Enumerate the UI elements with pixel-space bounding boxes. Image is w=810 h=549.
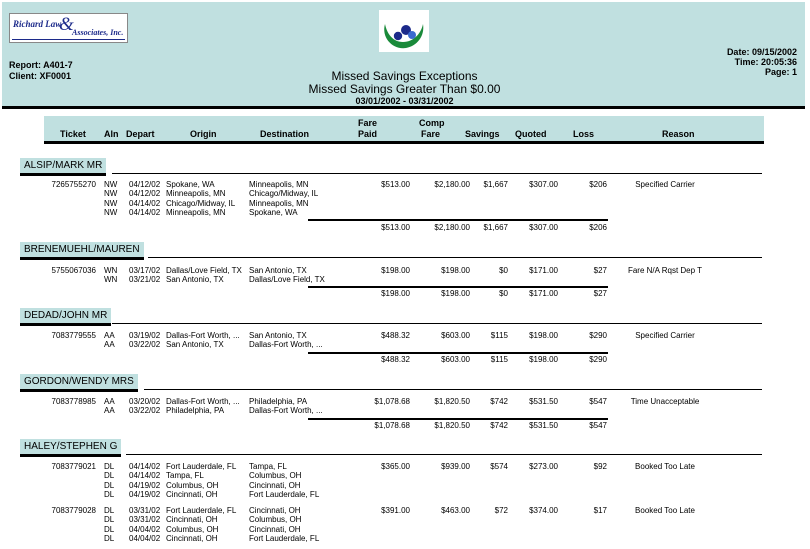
col-origin: Origin <box>190 129 217 139</box>
group-rule <box>112 173 762 174</box>
leg-airlines: WN WN <box>104 266 118 285</box>
column-header-row <box>44 116 764 144</box>
leg-destinations: Tampa, FL Columbus, OH Cincinnati, OH Fort Lauderdale, FL <box>249 462 320 499</box>
leg-destinations: Cincinnati, OH Columbus, OH Cincinnati, OH Fort Lauderdale, FL <box>249 506 320 543</box>
fare-paid: $1,078.68 <box>374 397 410 406</box>
leg-origins: Dallas-Fort Worth, ... San Antonio, TX <box>166 331 240 350</box>
leg-airlines: AA AA <box>104 397 115 416</box>
totals-rule <box>308 418 608 420</box>
leg-depart-dates: 04/12/02 04/12/02 04/14/02 04/14/02 <box>129 180 161 217</box>
total-comp-fare: $198.00 <box>441 289 470 298</box>
leg-destinations: Minneapolis, MN Chicago/Midway, IL Minneapolis, MN Spokane, WA <box>249 180 319 217</box>
col-comp-fare-line2: Fare <box>421 129 441 139</box>
ticket-number: 7083779555 <box>51 331 96 340</box>
savings: $742 <box>490 397 508 406</box>
col-quoted: Quoted <box>515 129 547 139</box>
comp-fare: $2,180.00 <box>434 180 470 189</box>
loss: $27 <box>593 266 607 275</box>
total-quoted: $531.50 <box>529 421 558 430</box>
leg-depart-dates: 03/17/02 03/21/02 <box>129 266 161 285</box>
fare-paid: $513.00 <box>381 180 410 189</box>
reason: Specified Carrier <box>635 331 695 340</box>
savings: $115 <box>490 331 508 340</box>
quoted: $171.00 <box>529 266 558 275</box>
reason: Time Unacceptable <box>630 397 700 406</box>
fare-paid: $198.00 <box>381 266 410 275</box>
loss: $547 <box>589 397 607 406</box>
total-savings: $742 <box>490 421 508 430</box>
col-loss: Loss <box>573 129 595 139</box>
traveler-name: BRENEMUEHL/MAUREN <box>20 242 144 260</box>
group-rule <box>112 323 762 324</box>
totals-rule <box>308 352 608 354</box>
company-logo <box>9 13 128 43</box>
total-fare-paid: $513.00 <box>381 223 410 232</box>
leg-depart-dates: 04/14/02 04/14/02 04/19/02 04/19/02 <box>129 462 161 499</box>
logo-underline <box>12 39 125 40</box>
report-subtitle: Missed Savings Greater Than $0.00 <box>308 82 501 96</box>
total-savings: $1,667 <box>483 223 508 232</box>
total-quoted: $198.00 <box>529 355 558 364</box>
leg-destinations: San Antonio, TX Dallas/Love Field, TX <box>249 266 325 285</box>
reason: Specified Carrier <box>635 180 695 189</box>
leg-depart-dates: 03/20/02 03/22/02 <box>129 397 161 416</box>
traveler-name: HALEY/STEPHEN G <box>20 439 121 457</box>
traveler-name: GORDON/WENDY MRS <box>20 374 138 392</box>
page-label: Page: 1 <box>764 67 797 77</box>
col-fare-paid-line2: Paid <box>358 129 378 139</box>
comp-fare: $939.00 <box>441 462 470 471</box>
report-date-range: 03/01/2002 - 03/31/2002 <box>355 96 454 106</box>
leg-destinations: Philadelphia, PA Dallas-Fort Worth, ... <box>249 397 323 416</box>
report-title: Missed Savings Exceptions <box>331 69 478 83</box>
quoted: $531.50 <box>529 397 558 406</box>
quoted: $273.00 <box>529 462 558 471</box>
leg-destinations: San Antonio, TX Dallas-Fort Worth, ... <box>249 331 323 350</box>
totals-rule <box>308 219 608 221</box>
report-label: Report: A401-7 <box>9 60 73 70</box>
ticket-number: 7083779028 <box>51 506 96 515</box>
savings: $574 <box>490 462 508 471</box>
comp-fare: $603.00 <box>441 331 470 340</box>
ticket-number: 7083778985 <box>51 397 96 406</box>
leg-origins: Dallas-Fort Worth, ... Philadelphia, PA <box>166 397 240 416</box>
loss: $17 <box>593 506 607 515</box>
quoted: $374.00 <box>529 506 558 515</box>
quoted: $198.00 <box>529 331 558 340</box>
total-comp-fare: $2,180.00 <box>434 223 470 232</box>
date-label: Date: 09/15/2002 <box>726 47 797 57</box>
leg-depart-dates: 03/19/02 03/22/02 <box>129 331 161 350</box>
group-rule <box>144 389 762 390</box>
leg-origins: Fort Lauderdale, FL Cincinnati, OH Columbus, OH Cincinnati, OH <box>166 506 237 543</box>
total-fare-paid: $198.00 <box>381 289 410 298</box>
total-loss: $206 <box>589 223 607 232</box>
total-fare-paid: $488.32 <box>381 355 410 364</box>
total-savings: $115 <box>490 355 508 364</box>
savings: $0 <box>499 266 508 275</box>
fare-paid: $391.00 <box>381 506 410 515</box>
totals-rule <box>308 286 608 288</box>
leg-airlines: DL DL DL DL <box>104 506 115 543</box>
leg-origins: Fort Lauderdale, FL Tampa, FL Columbus, OH Cincinnati, OH <box>166 462 237 499</box>
leg-airlines: AA AA <box>104 331 115 350</box>
total-quoted: $307.00 <box>529 223 558 232</box>
col-ticket: Ticket <box>60 129 86 139</box>
comp-fare: $463.00 <box>441 506 470 515</box>
total-comp-fare: $1,820.50 <box>434 421 470 430</box>
traveler-name: DEDAD/JOHN MR <box>20 308 111 326</box>
leg-airlines: NW NW NW NW <box>104 180 118 217</box>
comp-fare: $198.00 <box>441 266 470 275</box>
total-fare-paid: $1,078.68 <box>374 421 410 430</box>
total-quoted: $171.00 <box>529 289 558 298</box>
logo-ampersand: & <box>59 14 74 35</box>
col-destination: Destination <box>260 129 310 139</box>
col-savings: Savings <box>465 129 500 139</box>
report-header <box>2 2 805 109</box>
ticket-number: 7083779021 <box>51 462 96 471</box>
total-comp-fare: $603.00 <box>441 355 470 364</box>
logo-line1: Richard Law <box>13 19 62 29</box>
col-reason: Reason <box>662 129 695 139</box>
ticket-number: 5755067036 <box>51 266 96 275</box>
savings: $72 <box>494 506 508 515</box>
col-depart: Depart <box>126 129 155 139</box>
fare-paid: $365.00 <box>381 462 410 471</box>
reason: Booked Too Late <box>635 462 695 471</box>
client-label: Client: XF0001 <box>9 71 72 81</box>
loss: $290 <box>589 331 607 340</box>
total-loss: $27 <box>593 289 607 298</box>
traveler-name: ALSIP/MARK MR <box>20 158 106 176</box>
comp-fare: $1,820.50 <box>434 397 470 406</box>
loss: $206 <box>589 180 607 189</box>
reason: Booked Too Late <box>635 506 695 515</box>
total-loss: $290 <box>589 355 607 364</box>
savings: $1,667 <box>483 180 508 189</box>
col-comp-fare-line1: Comp <box>419 118 445 128</box>
logo-line2: Associates, Inc. <box>72 28 124 37</box>
leg-origins: Spokane, WA Minneapolis, MN Chicago/Midway, IL Minneapolis, MN <box>166 180 236 217</box>
fare-paid: $488.32 <box>381 331 410 340</box>
leg-depart-dates: 03/31/02 03/31/02 04/04/02 04/04/02 <box>129 506 161 543</box>
ticket-number: 7265755270 <box>51 180 96 189</box>
time-label: Time: 20:05:36 <box>734 57 797 67</box>
group-rule <box>148 257 762 258</box>
total-savings: $0 <box>499 289 508 298</box>
leg-airlines: DL DL DL DL <box>104 462 115 499</box>
group-rule <box>126 454 762 455</box>
total-loss: $547 <box>589 421 607 430</box>
circles-swoosh-icon <box>379 10 429 52</box>
leg-origins: Dallas/Love Field, TX San Antonio, TX <box>166 266 242 285</box>
col-fare-paid-line1: Fare <box>358 118 378 128</box>
reason: Fare N/A Rqst Dep T <box>627 266 703 275</box>
quoted: $307.00 <box>529 180 558 189</box>
loss: $92 <box>593 462 607 471</box>
col-aln: Aln <box>104 129 119 139</box>
